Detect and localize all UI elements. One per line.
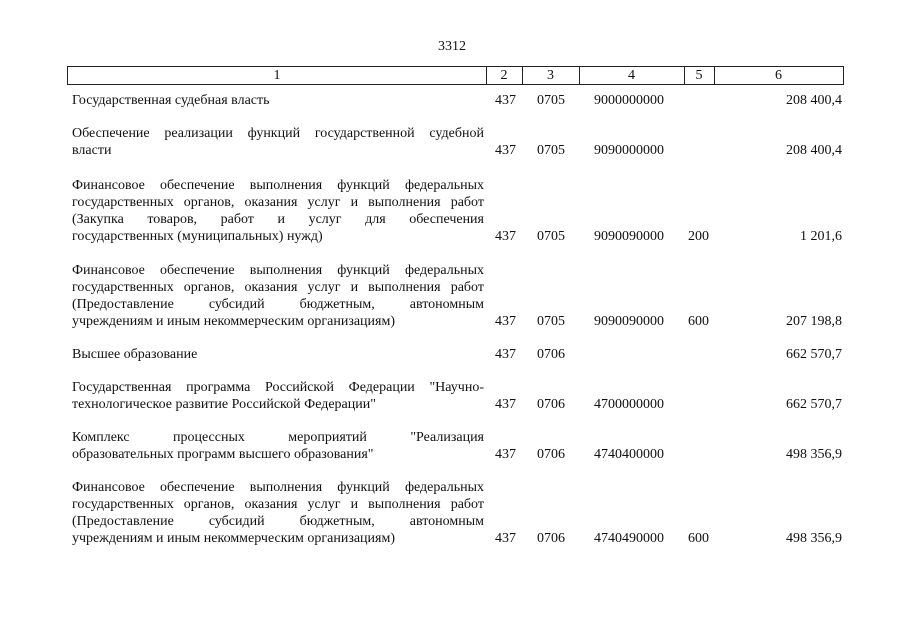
row-rzpr: 0706 [537,447,565,462]
row-grbs: 437 [495,397,516,412]
header-col-5: 5 [695,68,703,83]
row-grbs: 437 [495,447,516,462]
row-grbs: 437 [495,347,516,362]
row-name: Высшее образование [72,347,198,362]
row-name: Комплекс процессных мероприятий "Реализация образовательных программ высшего образования" [72,430,484,462]
row-csr: 4700000000 [594,397,664,412]
header-col-6: 6 [775,68,782,83]
row-csr: 9000000000 [594,93,664,108]
header-col-1: 1 [273,68,281,83]
row-name: Финансовое обеспечение выполнения функций федеральных государственных органов, оказания услуг и выполнения работ (Предоставление субсидий бюджетным, автономным учреждениям и иным некоммерческим организациям) [72,263,484,329]
row-sum: 1 201,6 [800,229,842,244]
row-grbs: 437 [495,314,516,329]
row-csr: 4740490000 [594,531,664,546]
row-sum: 207 198,8 [786,314,842,329]
row-rzpr: 0705 [537,314,565,329]
row-grbs: 437 [495,229,516,244]
row-rzpr: 0706 [537,531,565,546]
row-sum: 208 400,4 [786,93,842,108]
row-name: Финансовое обеспечение выполнения функций федеральных государственных органов, оказания услуг и выполнения работ (Предоставление субсидий бюджетным, автономным учреждениям и иным некоммерческим организациям) [72,480,484,546]
row-vr: 600 [688,531,709,546]
row-grbs: 437 [495,143,516,158]
row-name: Финансовое обеспечение выполнения функций федеральных государственных органов, оказания услуг и выполнения работ (Закупка товаров, работ и услуг для обеспечения государственных (муниципальных) нужд) [72,178,484,244]
row-grbs: 437 [495,531,516,546]
header-col-2: 2 [500,68,508,83]
row-grbs: 437 [495,93,516,108]
page-number: 3312 [438,39,466,54]
row-vr: 200 [688,229,709,244]
row-name: Государственная программа Российской Федерации "Научно- технологическое развитие Российской Федерации" [72,380,484,412]
row-vr: 600 [688,314,709,329]
row-csr: 4740400000 [594,447,664,462]
row-csr: 9090000000 [594,143,664,158]
row-sum: 662 570,7 [786,347,842,362]
row-rzpr: 0705 [537,93,565,108]
row-sum: 662 570,7 [786,397,842,412]
row-sum: 498 356,9 [786,447,842,462]
row-rzpr: 0705 [537,143,565,158]
row-name: Государственная судебная власть [72,93,270,108]
row-sum: 498 356,9 [786,531,842,546]
row-name: Обеспечение реализации функций государственной судебной власти [72,126,484,158]
header-col-4: 4 [628,68,635,83]
row-rzpr: 0705 [537,229,565,244]
row-csr: 9090090000 [594,229,664,244]
row-rzpr: 0706 [537,347,565,362]
row-csr: 9090090000 [594,314,664,329]
row-sum: 208 400,4 [786,143,842,158]
header-col-3: 3 [547,68,554,83]
row-rzpr: 0706 [537,397,565,412]
